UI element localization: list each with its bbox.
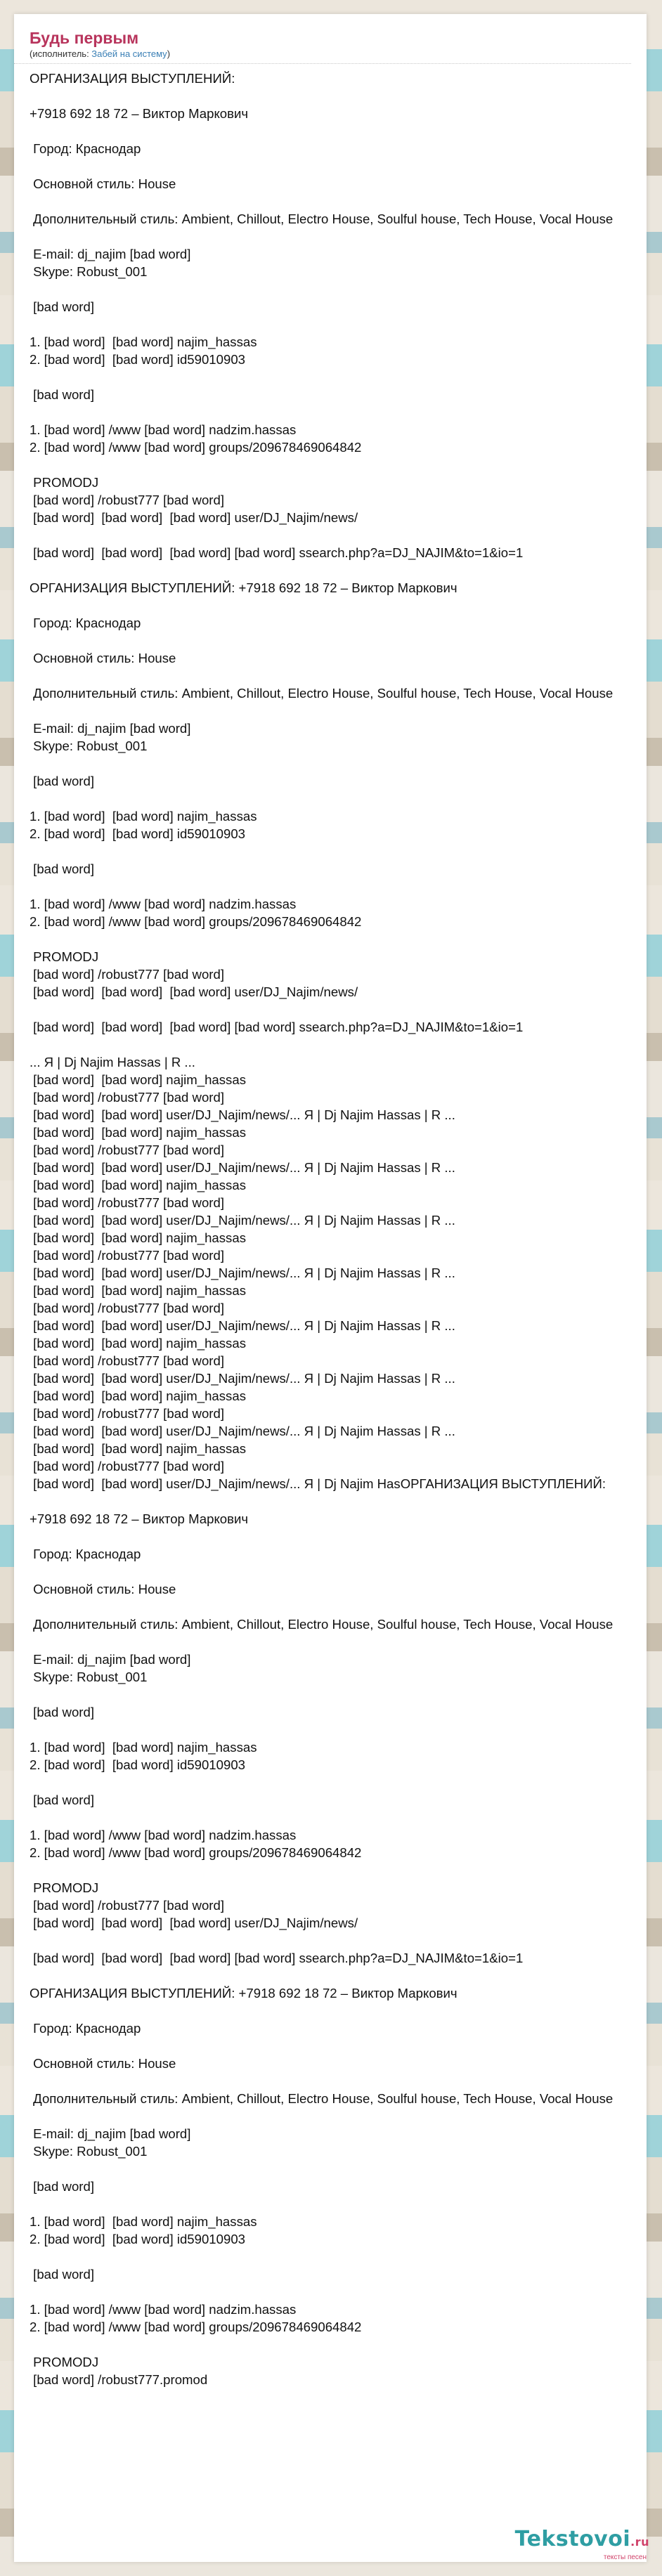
lyric-line: [bad word] [bad word] user/DJ_Najim/news/... Я | Dj Najim Hassas | R ...	[30, 1160, 455, 1175]
lyric-line	[30, 843, 647, 860]
lyric-line: [bad word] [bad word] najim_hassas	[30, 1336, 246, 1351]
lyric-line: [bad word] /robust777 [bad word]	[30, 1301, 225, 1315]
lyric-line	[30, 456, 647, 474]
lyric-line	[30, 561, 647, 579]
lyric-line: Дополнительный стиль: Ambient, Chillout, Electro House, Soulful house, Tech House, Vocal House	[30, 1617, 614, 1632]
lyric-line	[30, 526, 647, 544]
lyric-line	[30, 1686, 647, 1703]
lyric-line	[30, 2072, 647, 2090]
lyric-line	[30, 1809, 647, 1826]
lyric-line: 1. [bad word] /www [bad word] nadzim.hassas	[30, 422, 297, 437]
lyric-line: 2. [bad word] /www [bad word] groups/209678469064842	[30, 2320, 362, 2334]
lyric-line: [bad word] /robust777 [bad word]	[30, 1459, 225, 1474]
lyric-line: 1. [bad word] [bad word] najim_hassas	[30, 1740, 257, 1755]
lyric-line: [bad word] /robust777 [bad word]	[30, 1143, 225, 1157]
lyric-line: [bad word] /robust777 [bad word]	[30, 1090, 225, 1105]
lyric-line: [bad word] [bad word] najim_hassas	[30, 1388, 246, 1403]
lyric-line	[30, 2037, 647, 2055]
lyric-line: Город: Краснодар	[30, 616, 141, 630]
lyric-line: 2. [bad word] /www [bad word] groups/209678469064842	[30, 1845, 362, 1860]
lyric-line: [bad word] [bad word] user/DJ_Najim/news/... Я | Dj Najim Hassas | R ...	[30, 1213, 455, 1228]
lyric-line	[30, 2195, 647, 2213]
lyric-line: ОРГАНИЗАЦИЯ ВЫСТУПЛЕНИЙ: +7918 692 18 72 – Виктор Маркович	[30, 1986, 457, 2001]
lyric-line: [bad word] [bad word] user/DJ_Najim/news/... Я | Dj Najim Hassas | R ...	[30, 1107, 455, 1122]
lyric-line: [bad word] /robust777.promod	[30, 2372, 208, 2387]
lyric-line: ... Я | Dj Najim Hassas | R ...	[30, 1055, 195, 1069]
lyric-line: Дополнительный стиль: Ambient, Chillout, Electro House, Soulful house, Tech House, Vocal House	[30, 686, 614, 701]
lyric-line: 1. [bad word] /www [bad word] nadzim.hassas	[30, 2302, 297, 2317]
lyric-line: [bad word]	[30, 861, 94, 876]
lyric-line: Город: Краснодар	[30, 141, 141, 156]
lyric-line: [bad word] [bad word] [bad word] user/DJ_Najim/news/	[30, 984, 358, 999]
lyric-line: [bad word] /robust777 [bad word]	[30, 1195, 225, 1210]
lyric-line	[30, 228, 647, 245]
lyric-line: [bad word] [bad word] najim_hassas	[30, 1072, 246, 1087]
lyric-line	[30, 316, 647, 333]
lyric-line: 1. [bad word] [bad word] najim_hassas	[30, 2214, 257, 2229]
lyric-line: Основной стиль: House	[30, 651, 176, 665]
lyric-line: [bad word]	[30, 2267, 94, 2282]
lyric-line	[30, 1932, 647, 1949]
lyric-line	[30, 1633, 647, 1651]
lyric-line: ОРГАНИЗАЦИЯ ВЫСТУПЛЕНИЙ: +7918 692 18 72 – Виктор Маркович	[30, 580, 457, 595]
lyric-line: Дополнительный стиль: Ambient, Chillout, Electro House, Soulful house, Tech House, Vocal House	[30, 2091, 614, 2106]
lyric-line: PROMODJ	[30, 2355, 99, 2369]
artist-subtitle	[30, 48, 631, 60]
lyric-line: [bad word] /robust777 [bad word]	[30, 1353, 225, 1368]
lyric-line: [bad word] [bad word] user/DJ_Najim/news/... Я | Dj Najim HasОРГАНИЗАЦИЯ ВЫСТУПЛЕНИЙ:	[30, 1476, 606, 1491]
lyric-line: [bad word] [bad word] user/DJ_Najim/news/... Я | Dj Najim Hassas | R ...	[30, 1424, 455, 1438]
lyrics-text	[14, 64, 647, 2388]
lyric-line: Основной стиль: House	[30, 2056, 176, 2071]
lyric-line: [bad word] [bad word] najim_hassas	[30, 1441, 246, 1456]
lyric-line	[30, 157, 647, 175]
lyric-line: Skype: Robust_001	[30, 1670, 148, 1684]
lyric-line: [bad word] /robust777 [bad word]	[30, 967, 225, 982]
lyric-line: 2. [bad word] [bad word] id59010903	[30, 2232, 246, 2246]
lyric-line: Город: Краснодар	[30, 2021, 141, 2036]
lyric-line: [bad word] [bad word] najim_hassas	[30, 1283, 246, 1298]
lyric-line: 1. [bad word] [bad word] najim_hassas	[30, 334, 257, 349]
lyric-line	[30, 1861, 647, 1879]
lyric-line: 1. [bad word] /www [bad word] nadzim.hassas	[30, 1828, 297, 1842]
lyric-line	[30, 1598, 647, 1615]
lyric-line: ОРГАНИЗАЦИЯ ВЫСТУПЛЕНИЙ:	[30, 71, 235, 86]
site-logo[interactable]	[515, 2528, 649, 2562]
lyric-line	[30, 1563, 647, 1580]
lyric-line: [bad word] /robust777 [bad word]	[30, 1898, 225, 1913]
subtitle-suffix: )	[167, 48, 171, 59]
lyric-line: Город: Краснодар	[30, 1547, 141, 1561]
lyric-line	[30, 2283, 647, 2301]
page-title: Будь первым	[30, 29, 139, 47]
lyric-line	[30, 632, 647, 649]
logo-tagline: тексты песен	[603, 2554, 647, 2561]
lyric-line: [bad word] /robust777 [bad word]	[30, 493, 225, 507]
lyric-line: 2. [bad word] [bad word] id59010903	[30, 1757, 246, 1772]
lyric-line: [bad word]	[30, 387, 94, 402]
lyric-line: 2. [bad word] [bad word] id59010903	[30, 352, 246, 367]
lyric-line	[30, 1001, 647, 1018]
lyric-line: [bad word]	[30, 2179, 94, 2194]
lyric-line: [bad word] [bad word] user/DJ_Najim/news/... Я | Dj Najim Hassas | R ...	[30, 1371, 455, 1386]
lyric-line	[30, 930, 647, 948]
lyric-line: E-mail: dj_najim [bad word]	[30, 2126, 191, 2141]
lyric-line	[30, 755, 647, 772]
lyric-line	[30, 1528, 647, 1545]
lyric-line: Основной стиль: House	[30, 1582, 176, 1596]
lyric-line: +7918 692 18 72 – Виктор Маркович	[30, 106, 249, 121]
subtitle-prefix: (исполнитель:	[30, 48, 92, 59]
lyric-line	[30, 87, 647, 105]
lyric-line: 2. [bad word] [bad word] id59010903	[30, 826, 246, 841]
lyric-line	[30, 193, 647, 210]
lyric-line: 1. [bad word] [bad word] najim_hassas	[30, 809, 257, 824]
lyric-line: Skype: Robust_001	[30, 264, 148, 279]
lyric-line	[30, 1492, 647, 1510]
lyric-line	[30, 878, 647, 895]
lyric-line: [bad word]	[30, 774, 94, 788]
logo-tld: .ru	[630, 2535, 649, 2549]
lyric-line	[30, 2336, 647, 2353]
logo-wordmark	[515, 2528, 649, 2554]
lyric-line: PROMODJ	[30, 949, 99, 964]
lyric-line	[30, 2160, 647, 2178]
lyric-line: [bad word] [bad word] najim_hassas	[30, 1178, 246, 1192]
logo-text: Tekstovoi	[514, 2527, 631, 2551]
lyric-line	[30, 280, 647, 298]
lyric-line: 2. [bad word] /www [bad word] groups/209678469064842	[30, 440, 362, 455]
lyric-line: Дополнительный стиль: Ambient, Chillout, Electro House, Soulful house, Tech House, Vocal House	[30, 212, 614, 226]
lyric-line: Основной стиль: House	[30, 176, 176, 191]
lyric-line	[30, 2107, 647, 2125]
lyric-line: [bad word] [bad word] [bad word] [bad word] ssearch.php?a=DJ_NAJIM&to=1&io=1	[30, 545, 524, 560]
lyric-line	[30, 2002, 647, 2019]
lyric-line	[30, 403, 647, 421]
lyric-line	[30, 702, 647, 720]
lyric-line: E-mail: dj_najim [bad word]	[30, 721, 191, 736]
lyric-line: [bad word] [bad word] [bad word] user/DJ_Najim/news/	[30, 510, 358, 525]
lyric-line	[30, 368, 647, 386]
lyric-line	[30, 1967, 647, 1984]
lyric-line: [bad word]	[30, 1705, 94, 1719]
lyric-line	[30, 122, 647, 140]
lyrics-page	[14, 14, 647, 2562]
lyric-line	[30, 1774, 647, 1791]
lyric-line: Skype: Robust_001	[30, 739, 148, 753]
lyric-line	[30, 667, 647, 684]
lyric-line: [bad word] [bad word] user/DJ_Najim/news/... Я | Dj Najim Hassas | R ...	[30, 1318, 455, 1333]
lyric-line: PROMODJ	[30, 1880, 99, 1895]
lyric-line: [bad word] [bad word] najim_hassas	[30, 1230, 246, 1245]
lyric-line: [bad word] [bad word] [bad word] [bad word] ssearch.php?a=DJ_NAJIM&to=1&io=1	[30, 1020, 524, 1034]
lyric-line	[30, 1036, 647, 1053]
lyric-line: [bad word] /robust777 [bad word]	[30, 1248, 225, 1263]
lyric-line: 1. [bad word] /www [bad word] nadzim.hassas	[30, 897, 297, 911]
lyric-line	[30, 790, 647, 807]
lyric-line: [bad word] [bad word] najim_hassas	[30, 1125, 246, 1140]
lyric-line: 2. [bad word] /www [bad word] groups/209678469064842	[30, 914, 362, 929]
lyric-line	[30, 2248, 647, 2265]
lyric-line	[30, 1721, 647, 1738]
lyric-line	[30, 597, 647, 614]
lyric-line: PROMODJ	[30, 475, 99, 490]
lyric-line: [bad word]	[30, 299, 94, 314]
lyric-line: [bad word] [bad word] [bad word] user/DJ_Najim/news/	[30, 1915, 358, 1930]
lyric-line: [bad word] [bad word] user/DJ_Najim/news/... Я | Dj Najim Hassas | R ...	[30, 1266, 455, 1280]
lyric-line: [bad word] /robust777 [bad word]	[30, 1406, 225, 1421]
artist-link[interactable]: Забей на систему	[91, 48, 167, 59]
lyric-line: E-mail: dj_najim [bad word]	[30, 1652, 191, 1667]
lyric-line: Skype: Robust_001	[30, 2144, 148, 2159]
page-header	[14, 14, 631, 64]
lyric-line: [bad word]	[30, 1793, 94, 1807]
lyric-line: [bad word] [bad word] [bad word] [bad word] ssearch.php?a=DJ_NAJIM&to=1&io=1	[30, 1951, 524, 1965]
lyric-line: E-mail: dj_najim [bad word]	[30, 247, 191, 261]
lyric-line: +7918 692 18 72 – Виктор Маркович	[30, 1511, 249, 1526]
